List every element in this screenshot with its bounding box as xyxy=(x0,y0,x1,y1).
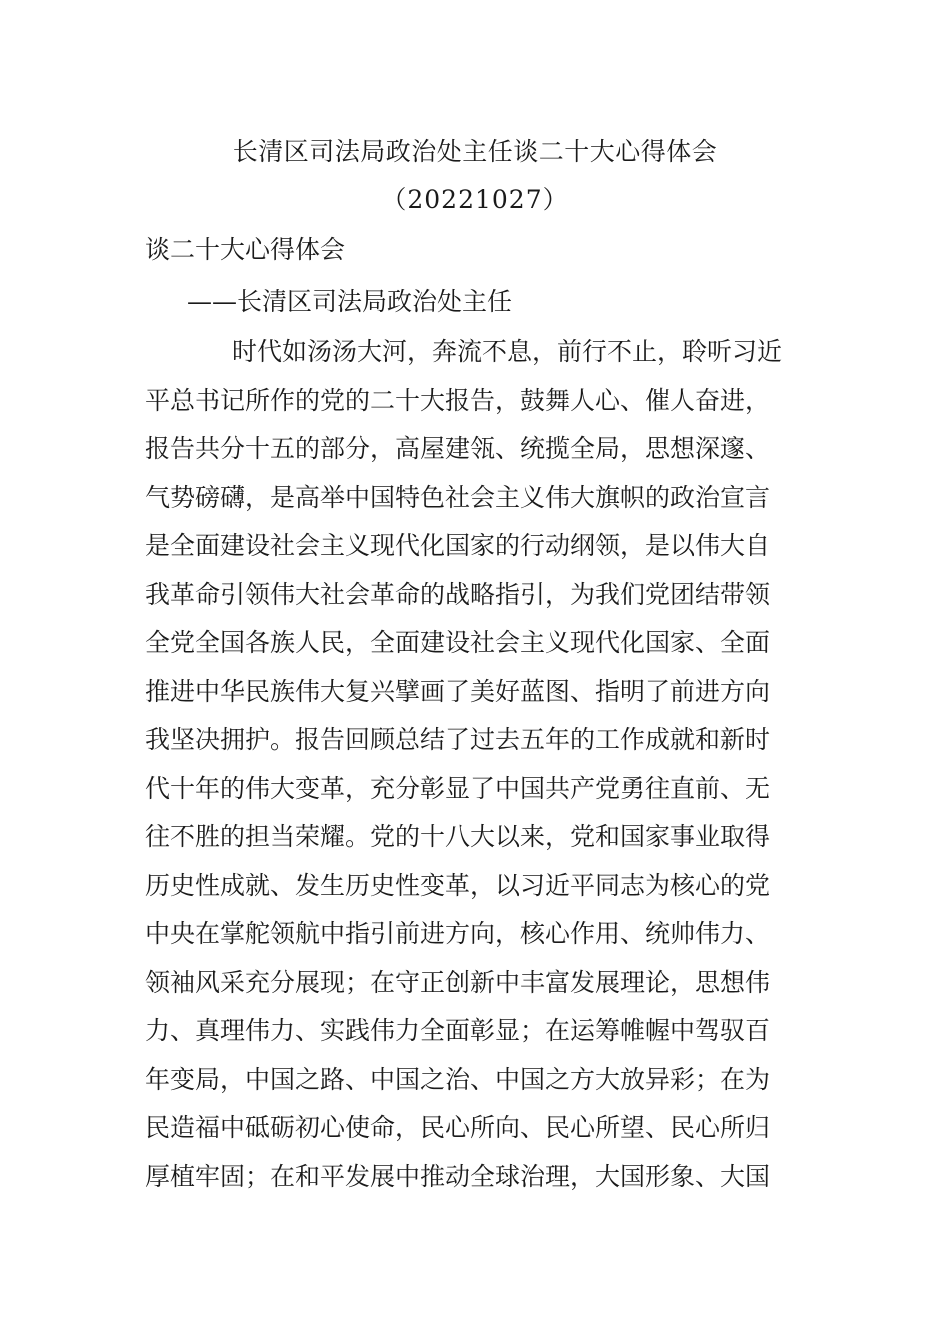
body-line: 中央在掌舵领航中指引前进方向，核心作用、统帅伟力、 xyxy=(145,919,771,948)
body-line: 我坚决拥护。报告回顾总结了过去五年的工作成就和新时 xyxy=(145,725,771,754)
body-line: 全党全国各族人民，全面建设社会主义现代化国家、全面 xyxy=(145,628,771,657)
document-title: 长清区司法局政治处主任谈二十大心得体会 xyxy=(232,137,718,166)
body-line: 推进中华民族伟大复兴擘画了美好蓝图、指明了前进方向 xyxy=(145,676,771,706)
body-line: 往不胜的担当荣耀。党的十八大以来，党和国家事业取得 xyxy=(145,822,771,851)
body-line: 年变局，中国之路、中国之治、中国之方大放异彩；在为 xyxy=(145,1064,771,1094)
body-line: 时代如汤汤大河，奔流不息，前行不止，聆听习近 xyxy=(232,337,783,366)
body-line: 代十年的伟大变革，充分彰显了中国共产党勇往直前、无 xyxy=(145,773,771,803)
body-line: 报告共分十五的部分，高屋建瓴、统揽全局，思想深邃、 xyxy=(145,434,771,463)
body-line: 是全面建设社会主义现代化国家的行动纲领，是以伟大自 xyxy=(145,531,771,560)
body-line: 平总书记所作的党的二十大报告，鼓舞人心、催人奋进， xyxy=(145,385,771,415)
body-line: 我革命引领伟大社会革命的战略指引，为我们党团结带领 xyxy=(145,579,771,609)
document-date: （20221027） xyxy=(381,185,569,214)
body-line: 历史性成就、发生历史性变革，以习近平同志为核心的党 xyxy=(145,870,771,900)
body-line: 民造福中砥砺初心使命，民心所向、民心所望、民心所归 xyxy=(145,1113,771,1142)
section-heading: 谈二十大心得体会 xyxy=(145,235,346,264)
body-line: 力、真理伟力、实践伟力全面彰显；在运筹帷幄中驾驭百 xyxy=(145,1016,771,1045)
body-line: 气势磅礴，是高举中国特色社会主义伟大旗帜的政治宣言 xyxy=(145,482,771,512)
body-line: 厚植牢固；在和平发展中推动全球治理，大国形象、大国 xyxy=(145,1161,771,1191)
author-byline: ——长清区司法局政治处主任 xyxy=(187,287,513,316)
body-text xyxy=(145,337,815,1210)
body-line: 领袖风采充分展现；在守正创新中丰富发展理论，思想伟 xyxy=(145,967,771,997)
